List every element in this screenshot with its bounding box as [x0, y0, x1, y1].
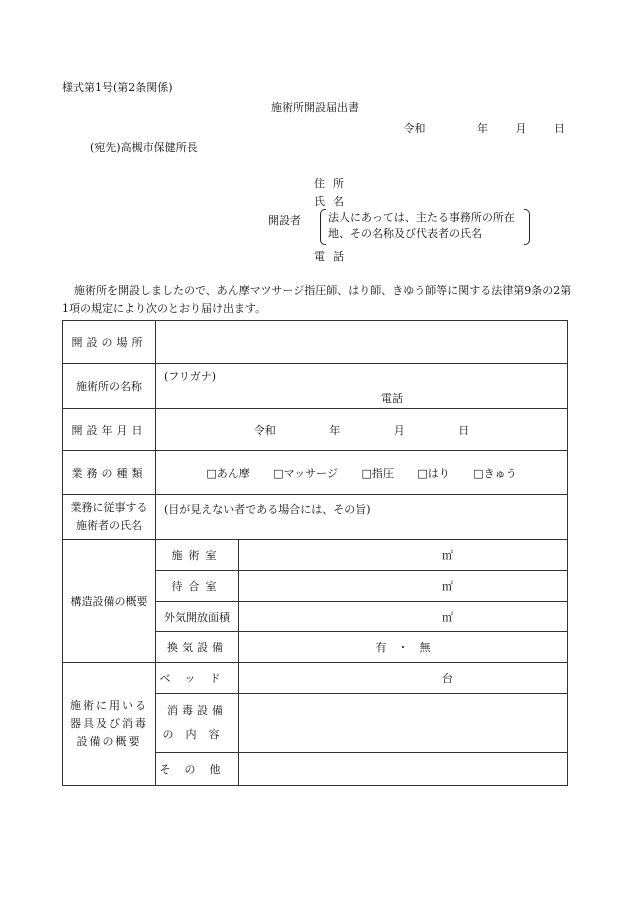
- clinic-name-field[interactable]: [156, 364, 568, 409]
- ventilation-area[interactable]: ㎡: [239, 602, 568, 632]
- phone-label: 電話: [314, 250, 352, 263]
- disinfection-field[interactable]: [239, 694, 568, 753]
- clinic-phone-label: 電話: [381, 392, 403, 405]
- open-date-field[interactable]: [156, 409, 568, 451]
- date-day: 日: [554, 122, 565, 135]
- intro-text: 施術所を開設しましたので、あん摩マツサージ指圧師、はり師、きゆう師等に関する法律第9条の2第1項の規定により次のとおり届け出ます。: [62, 284, 572, 315]
- structure-label: 構造設備の概要: [63, 540, 156, 663]
- submission-date: [404, 120, 566, 136]
- ventilation-value[interactable]: 有 ・ 無: [239, 632, 568, 663]
- open-date-era: 令和: [253, 423, 276, 437]
- clinic-name-label: 施術所の名称: [63, 364, 156, 409]
- bed-label: ベッド: [156, 663, 239, 694]
- other-field[interactable]: [239, 753, 568, 786]
- checkbox-shiatsu[interactable]: □指圧: [361, 466, 394, 480]
- checkbox-hari[interactable]: □はり: [417, 466, 450, 480]
- open-date-month: 月: [393, 423, 405, 437]
- disinfection-label: 消毒設備 の内容: [156, 694, 239, 753]
- date-month: 月: [515, 122, 527, 135]
- open-date-year: 年: [329, 423, 341, 437]
- waiting-room-area[interactable]: ㎡: [239, 571, 568, 602]
- address-label: 住所: [314, 177, 352, 190]
- name-label: 氏名: [314, 195, 352, 208]
- checkbox-massage[interactable]: □マッサージ: [273, 466, 338, 480]
- date-year: 年: [477, 122, 488, 135]
- opener-label: 開設者: [268, 214, 301, 227]
- open-date-label: 開設年月日: [63, 409, 156, 451]
- location-field[interactable]: [156, 321, 568, 364]
- waiting-room-label: 待合室: [156, 571, 239, 602]
- date-era: 令和: [403, 122, 426, 135]
- business-type-options: [156, 451, 568, 495]
- checkbox-anma[interactable]: □あん摩: [206, 466, 250, 480]
- ventilation-label: 換気設備: [156, 632, 239, 663]
- addressee: (宛先)高槻市保健所長: [90, 141, 198, 154]
- practitioner-label: 業務に従事する 施術者の氏名: [63, 495, 156, 540]
- practitioner-field[interactable]: (目が見えない者である場合には、その旨): [156, 495, 568, 540]
- ventilation-area-label: 外気開放面積: [156, 602, 239, 632]
- corporate-note-bracket: [320, 209, 530, 245]
- checkbox-kyu[interactable]: □きゅう: [473, 466, 517, 480]
- form-number: 様式第1号(第2条関係): [62, 81, 173, 94]
- business-type-label: 業務の種類: [63, 451, 156, 495]
- treatment-room-label: 施術室: [156, 540, 239, 571]
- treatment-room-area[interactable]: ㎡: [239, 540, 568, 571]
- document-title: 施術所開設届出書: [271, 101, 359, 114]
- location-label: 開設の場所: [63, 321, 156, 364]
- other-label: その他: [156, 753, 239, 786]
- notification-table: [62, 320, 568, 786]
- corporate-note: 法人にあっては、主たる事務所の所在地、その名称及び代表者の氏名: [328, 211, 515, 240]
- equipment-label: 施術に用いる 器具及び消毒 設備の概要: [63, 663, 156, 786]
- open-date-day: 日: [458, 423, 470, 437]
- bed-count[interactable]: 台: [239, 663, 568, 694]
- furigana-label: (フリガナ): [164, 370, 217, 383]
